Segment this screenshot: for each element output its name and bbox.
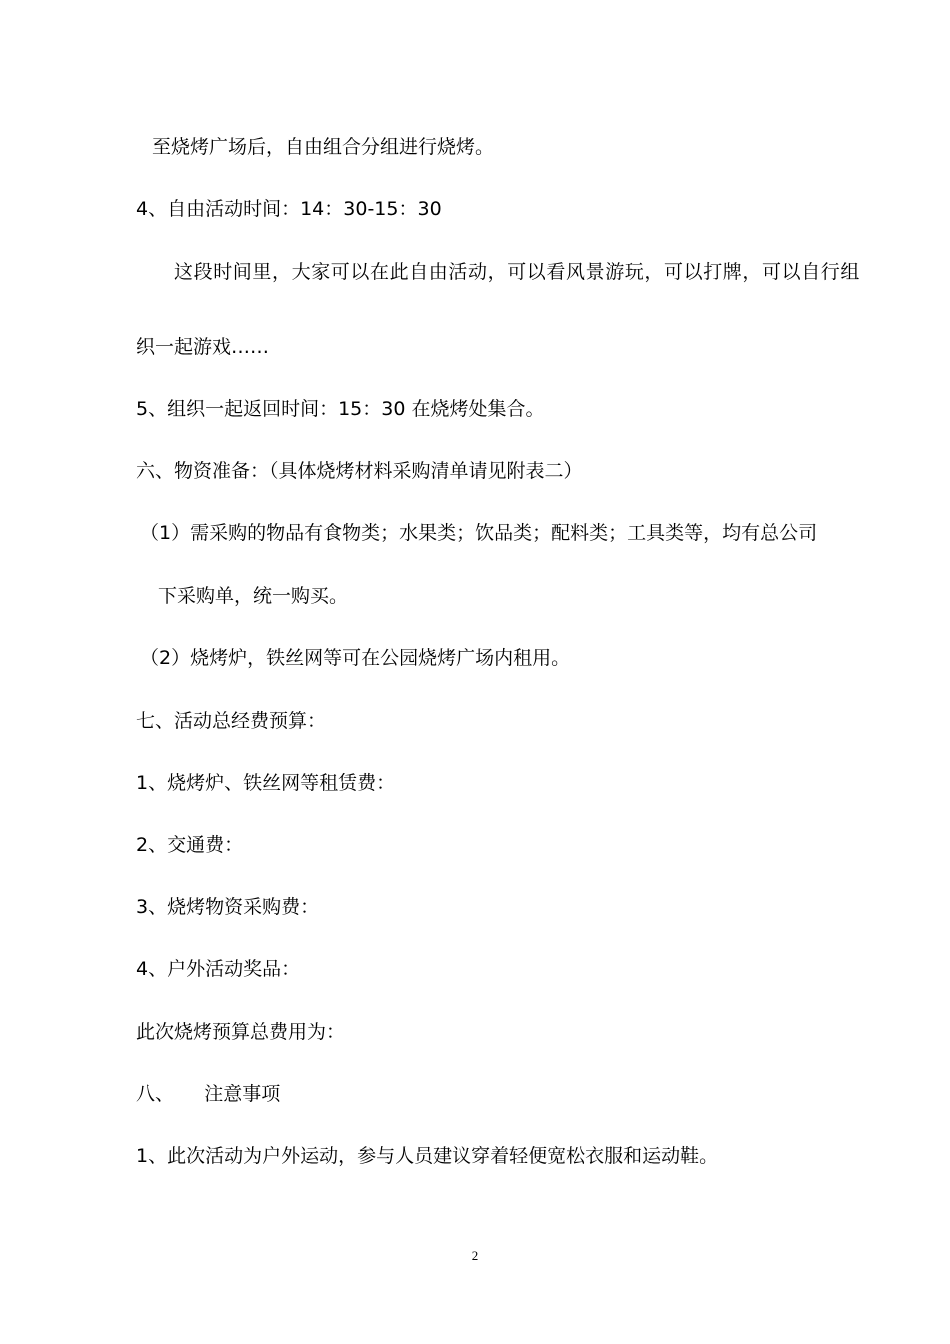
page-number: 2 [471, 1248, 479, 1263]
text-line-return-time: 5、组织一起返回时间：15：30 在烧烤处集合。 [136, 398, 545, 420]
text-line-purchase-items: （1）需采购的物品有食物类；水果类；饮品类；配料类；工具类等，均有总公司 [140, 522, 818, 544]
budget-item-prizes: 4、户外活动奖品： [136, 958, 301, 980]
text-line-free-activity-continued: 织一起游戏…… [136, 336, 270, 358]
budget-item-rental-fee: 1、烧烤炉、铁丝网等租赁费： [136, 772, 396, 794]
section-heading-budget: 七、活动总经费预算： [136, 710, 327, 732]
text-line-barbecue-grouping: 至烧烤广场后，自由组合分组进行烧烤。 [152, 136, 495, 158]
budget-item-supplies-fee: 3、烧烤物资采购费： [136, 896, 320, 918]
text-line-equipment-rental: （2）烧烤炉，铁丝网等可在公园烧烤广场内租用。 [140, 647, 571, 669]
section-heading-supplies: 六、物资准备：（具体烧烤材料采购清单请见附表二） [136, 460, 583, 482]
text-line-free-activity-time: 4、自由活动时间：14：30-15：30 [136, 198, 442, 220]
text-line-total-budget: 此次烧烤预算总费用为： [136, 1021, 346, 1043]
text-line-clothing-note: 1、此次活动为户外运动，参与人员建议穿着轻便宽松衣服和运动鞋。 [136, 1145, 719, 1167]
text-line-purchase-order: 下采购单，统一购买。 [158, 585, 349, 607]
text-line-free-activity-description: 这段时间里，大家可以在此自由活动，可以看风景游玩，可以打牌，可以自行组 [174, 261, 861, 283]
section-heading-notes: 八、 注意事项 [136, 1083, 281, 1105]
budget-item-transport-fee: 2、交通费： [136, 834, 244, 856]
